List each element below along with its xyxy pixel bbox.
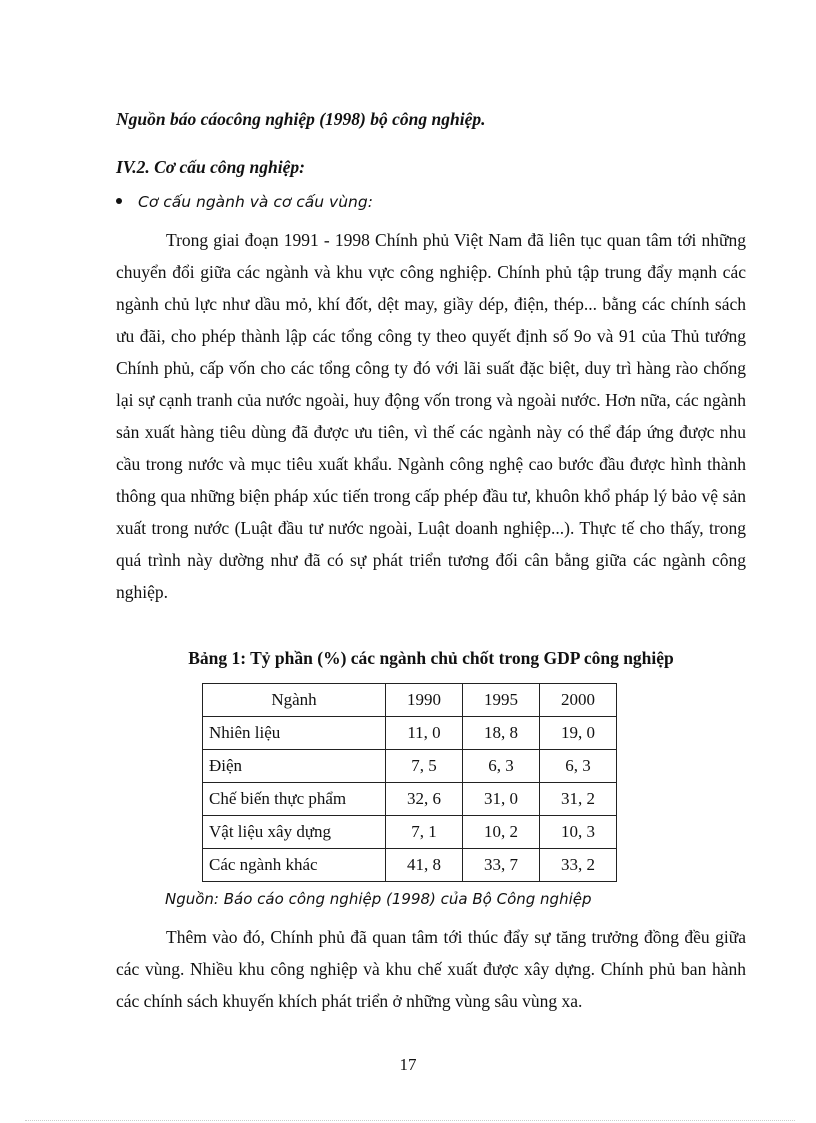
bullet-item (116, 193, 373, 211)
table-header-cell: 1995 (463, 684, 540, 717)
table-cell: 33, 7 (463, 849, 540, 882)
table-cell: 31, 0 (463, 783, 540, 816)
table-cell: Điện (203, 750, 386, 783)
source-note: Nguồn báo cáocông nghiệp (1998) bộ công nghiệp. (116, 109, 486, 129)
table-cell: 11, 0 (386, 717, 463, 750)
table-cell: 33, 2 (540, 849, 617, 882)
table-row (203, 750, 617, 783)
table-cell: Chế biến thực phẩm (203, 783, 386, 816)
table-header-row (203, 684, 617, 717)
table-cell: Các ngành khác (203, 849, 386, 882)
table-header-cell: 2000 (540, 684, 617, 717)
table-cell: 7, 1 (386, 816, 463, 849)
paragraph-1: Trong giai đoạn 1991 - 1998 Chính phủ Việt Nam đã liên tục quan tâm tới những chuyển đổi giữa các ngành và khu vực công nghiệp. Chính phủ tập trung đẩy mạnh các ngành chủ lực như dầu mỏ, khí đốt, dệt may, giầy dép, điện, thép... bằng các chính sách ưu đãi, cho phép thành lập các tổng công ty theo quyết định số 9o và 91 của Thủ tướng Chính phủ, cấp vốn cho các tổng công ty đó với lãi suất đặc biệt, duy trì hàng rào chống lại sự cạnh tranh của nước ngoài, huy động vốn trong và ngoài nước. Hơn nữa, các ngành sản xuất hàng tiêu dùng đã được ưu tiên, vì thế các ngành này có thể đáp ứng được nhu cầu trong nước và mục tiêu xuất khẩu. Ngành công nghệ cao bước đầu được hình thành thông qua những biện pháp xúc tiến trong cấp phép đầu tư, khuôn khổ pháp lý bảo vệ sản xuất trong nước (Luật đầu tư nước ngoài, Luật doanh nghiệp...). Thực tế cho thấy, trong quá trình này dường như đã có sự phát triển tương đối cân bằng giữa các ngành công nghiệp. (116, 230, 746, 602)
table-row (203, 783, 617, 816)
bullet-text: Cơ cấu ngành và cơ cấu vùng: (138, 193, 373, 211)
table-cell: 41, 8 (386, 849, 463, 882)
table-title: Bảng 1: Tỷ phần (%) các ngành chủ chốt trong GDP công nghiệp (188, 648, 674, 668)
footer-divider (25, 1120, 795, 1121)
table-cell: 18, 8 (463, 717, 540, 750)
table-cell: 10, 2 (463, 816, 540, 849)
paragraph-2: Thêm vào đó, Chính phủ đã quan tâm tới thúc đẩy sự tăng trưởng đồng đều giữa các vùng. Nhiều khu công nghiệp và khu chế xuất được xây dựng. Chính phủ ban hành các chính sách khuyến khích phát triển ở những vùng sâu vùng xa. (116, 927, 746, 1011)
section-title: IV.2. Cơ cấu công nghiệp: (116, 157, 305, 177)
table-cell: Nhiên liệu (203, 717, 386, 750)
table-cell: 32, 6 (386, 783, 463, 816)
table-cell: 19, 0 (540, 717, 617, 750)
bullet-icon (116, 198, 122, 204)
table-row (203, 849, 617, 882)
industry-share-table (202, 683, 617, 882)
page-number: 17 (399, 1055, 417, 1074)
table-source: Nguồn: Báo cáo công nghiệp (1998) của Bộ Công nghiệp (165, 890, 592, 908)
table-cell: 7, 5 (386, 750, 463, 783)
table-cell: 31, 2 (540, 783, 617, 816)
table-cell: 10, 3 (540, 816, 617, 849)
table-cell: 6, 3 (463, 750, 540, 783)
table-cell: 6, 3 (540, 750, 617, 783)
table-row (203, 816, 617, 849)
table-cell: Vật liệu xây dựng (203, 816, 386, 849)
table-header-cell: Ngành (203, 684, 386, 717)
table-row (203, 717, 617, 750)
table-header-cell: 1990 (386, 684, 463, 717)
